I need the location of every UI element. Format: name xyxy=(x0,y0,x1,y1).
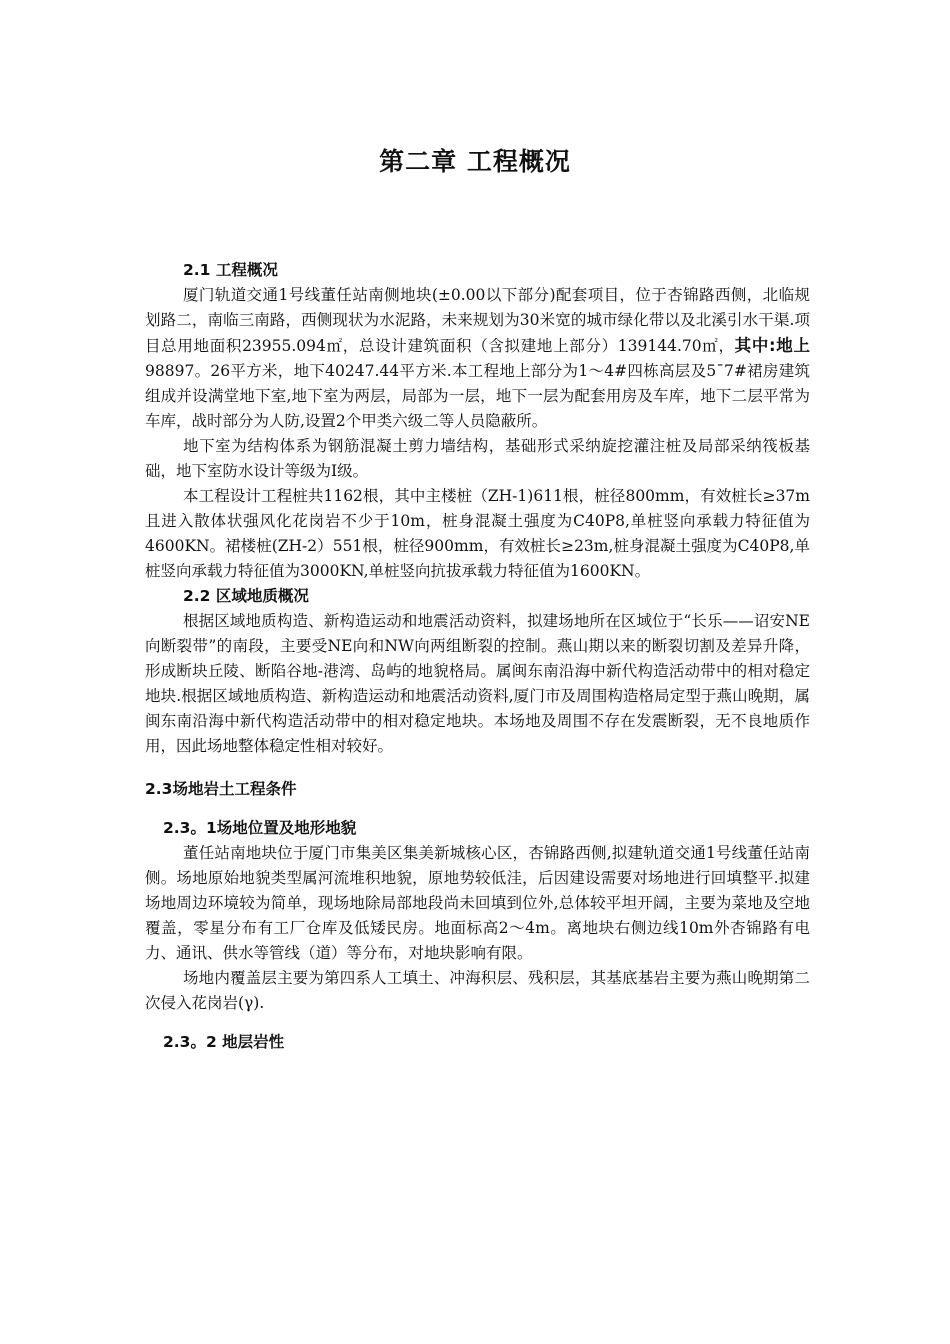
section-2-3-1-heading: 2.3。1场地位置及地形地貌 xyxy=(163,819,357,837)
section-2-1-paragraph-2: 地下室为结构体系为钢筋混凝土剪力墙结构，基础形式采纳旋挖灌注桩及局部采纳筏板基础，地下室防水设计等级为Ⅰ级。 xyxy=(145,437,810,480)
paragraph-text: 98897。26平方米，地下40247.44平方米.本工程地上部分为1～4#四栋高层及5¯7#裙房建筑组成并设满堂地下室,地下室为两层，局部为一层，地下一层为配套用房及车库，地下二层平常为车库，战时部分为人防,设置2个甲类六级二等人员隐蔽所。 xyxy=(145,362,810,430)
paragraph-bold-text: 其中:地上 xyxy=(734,336,810,355)
paragraph-text: 厦门轨道交通1号线董任站南侧地块(±0.00以下部分)配套项目，位于杏锦路西侧，北临规划路二，南临三南路，西侧现状为水泥路，未来规划为30米宽的城市绿化带以及北溪引水干渠.项目总用地面积23955.094㎡，总设计建筑面积（含拟建地上部分）139144.70㎡， xyxy=(145,286,810,355)
section-2-3-1-paragraph-2: 场地内覆盖层主要为第四系人工填土、冲海积层、残积层，其基底基岩主要为燕山晚期第二次侵入花岗岩(γ). xyxy=(145,969,810,1012)
section-2-2-paragraph-1: 根据区域地质构造、新构造运动和地震活动资料，拟建场地所在区域位于“长乐——诏安NE向断裂带”的南段，主要受NE向和NW向两组断裂的控制。燕山期以来的断裂切割及差异升降，形成断块丘陵、断陷谷地-港湾、岛屿的地貌格局。属闽东南沿海中新代构造活动带中的相对稳定地块.根据区域地质构造、新构造运动和地震活动资料,厦门市及周围构造格局定型于燕山晚期，属闽东南沿海中新代构造活动带中的相对稳定地块。本场地及周围不存在发震断裂，无不良地质作用，因此场地整体稳定性相对较好。 xyxy=(145,612,810,755)
spacer xyxy=(145,802,810,816)
document-body xyxy=(145,258,810,1055)
spacer xyxy=(145,759,810,777)
section-2-3-1-paragraph-1: 董任站南地块位于厦门市集美区集美新城核心区，杏锦路西侧,拟建轨道交通1号线董任站南侧。场地原始地貌类型属河流堆积地貌，原地势较低洼，后因建设需要对场地进行回填整平.拟建场地周边环境较为简单，现场地除局部地段尚未回填到位外,总体较平坦开阔，主要为菜地及空地覆盖，零星分布有工厂仓库及低矮民房。地面标高2～4m。离地块右侧边线10m外杏锦路有电力、通讯、供水等管线（道）等分布，对地块影响有限。 xyxy=(145,844,810,962)
spacer xyxy=(145,1016,810,1030)
section-2-3-heading: 2.3场地岩土工程条件 xyxy=(145,780,297,798)
section-2-3-2-heading: 2.3。2 地层岩性 xyxy=(163,1033,285,1051)
section-2-2-heading: 2.2 区域地质概况 xyxy=(183,587,309,605)
chapter-title: 第二章 工程概况 xyxy=(379,147,571,176)
section-2-1-heading: 2.1 工程概况 xyxy=(183,261,278,279)
section-2-1-paragraph-1 xyxy=(145,283,810,434)
section-2-1-paragraph-3: 本工程设计工程桩共1162根，其中主楼桩（ZH-1)611根，桩径800mm，有效桩长≥37m且进入散体状强风化花岗岩不少于10m，桩身混凝土强度为C40P8,单桩竖向承载力特征值为4600KN。裙楼桩(ZH-2）551根，桩径900mm，有效桩长≥23m,桩身混凝土强度为C40P8,单桩竖向承载力特征值为3000KN,单桩竖向抗拔承载力特征值为1600KN。 xyxy=(145,487,810,580)
